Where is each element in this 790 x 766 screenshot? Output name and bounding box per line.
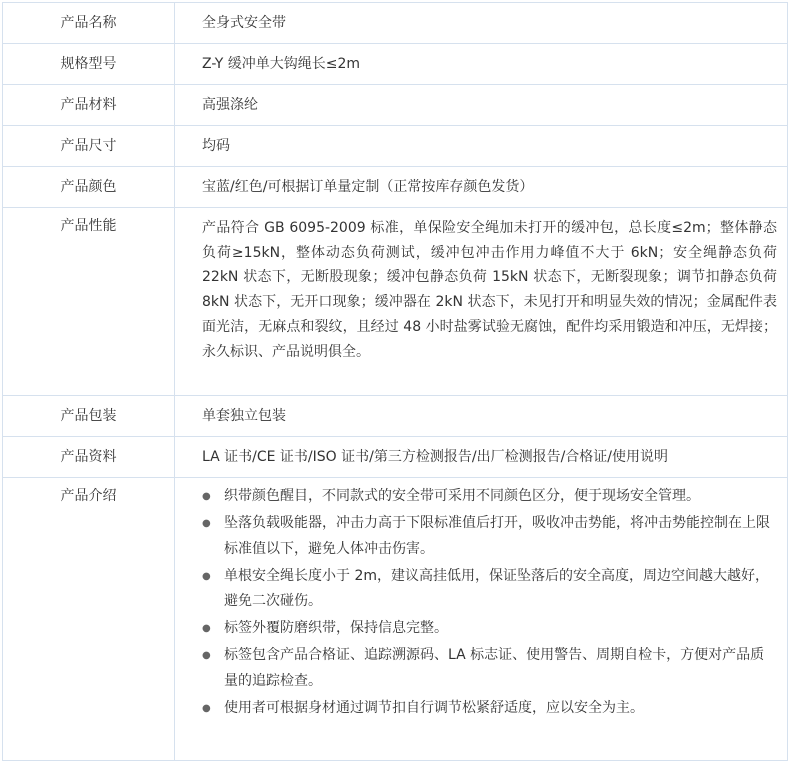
list-item-text: 织带颜色醒目，不同款式的安全带可采用不同颜色区分，便于现场安全管理。 [224, 488, 700, 505]
list-item [195, 643, 777, 694]
label-color: 产品颜色 [3, 167, 175, 208]
list-item-text: 标签包含产品合格证、追踪溯源码、LA 标志证、使用警告、周期自检卡，方便对产品质量的追踪检查。 [224, 647, 765, 689]
label-performance: 产品性能 [3, 208, 175, 396]
row-color [3, 167, 788, 208]
list-item-text: 标签外覆防磨织带，保持信息完整。 [224, 620, 448, 637]
value-introduction [175, 478, 788, 761]
bullet-icon: ● [202, 623, 211, 635]
row-performance [3, 208, 788, 396]
label-documents: 产品资料 [3, 437, 175, 478]
list-item [195, 484, 777, 510]
value-material: 高强涤纶 [175, 85, 788, 126]
row-introduction [3, 478, 788, 761]
row-documents [3, 437, 788, 478]
label-packaging: 产品包装 [3, 396, 175, 437]
value-documents: LA 证书/CE 证书/ISO 证书/第三方检测报告/出厂检测报告/合格证/使用说明 [175, 437, 788, 478]
value-performance: 产品符合 GB 6095-2009 标准，单保险安全绳加未打开的缓冲包，总长度≤2m；整体静态负荷≥15kN，整体动态负荷测试，缓冲包冲击作用力峰值不大于 6kN；安全绳静态负荷 22kN 状态下，无断股现象；缓冲包静态负荷 15kN 状态下，无断裂现象；调节扣静态负荷 8kN 状态下，无开口现象；缓冲器在 2kN 状态下，未见打开和明显失效的情况；金属配件表面光洁，无麻点和裂纹，且经过 48 小时盐雾试验无腐蚀，配件均采用锻造和冲压，无焊接；永久标识、产品说明俱全。 [175, 208, 788, 396]
list-item-text: 单根安全绳长度小于 2m，建议高挂低用，保证坠落后的安全高度，周边空间越大越好，避免二次碰伤。 [224, 567, 769, 610]
spec-table [2, 2, 788, 761]
row-product-name [3, 3, 788, 44]
row-size [3, 126, 788, 167]
list-item-text: 坠落负载吸能器，冲击力高于下限标准值后打开，吸收冲击势能，将冲击势能控制在上限标准值以下，避免人体冲击伤害。 [224, 515, 770, 557]
bullet-icon: ● [202, 570, 211, 582]
value-color: 宝蓝/红色/可根据订单量定制（正常按库存颜色发货） [175, 167, 788, 208]
bullet-icon: ● [202, 518, 211, 530]
row-material [3, 85, 788, 126]
value-model: Z-Y 缓冲单大钩绳长≤2m [175, 44, 788, 85]
label-material: 产品材料 [3, 85, 175, 126]
value-product-name: 全身式安全带 [175, 3, 788, 44]
list-item [195, 696, 777, 722]
value-packaging: 单套独立包装 [175, 396, 788, 437]
row-packaging [3, 396, 788, 437]
label-model: 规格型号 [3, 44, 175, 85]
bullet-icon: ● [202, 702, 211, 714]
label-introduction: 产品介绍 [3, 478, 175, 761]
intro-list [195, 484, 777, 721]
value-size: 均码 [175, 126, 788, 167]
list-item-text: 使用者可根据身材通过调节扣自行调节松紧舒适度，应以安全为主。 [224, 699, 644, 716]
list-item [195, 616, 777, 642]
list-item [195, 564, 777, 615]
row-model [3, 44, 788, 85]
bullet-icon: ● [202, 650, 211, 662]
label-product-name: 产品名称 [3, 3, 175, 44]
list-item [195, 511, 777, 562]
label-size: 产品尺寸 [3, 126, 175, 167]
bullet-icon: ● [202, 491, 211, 503]
